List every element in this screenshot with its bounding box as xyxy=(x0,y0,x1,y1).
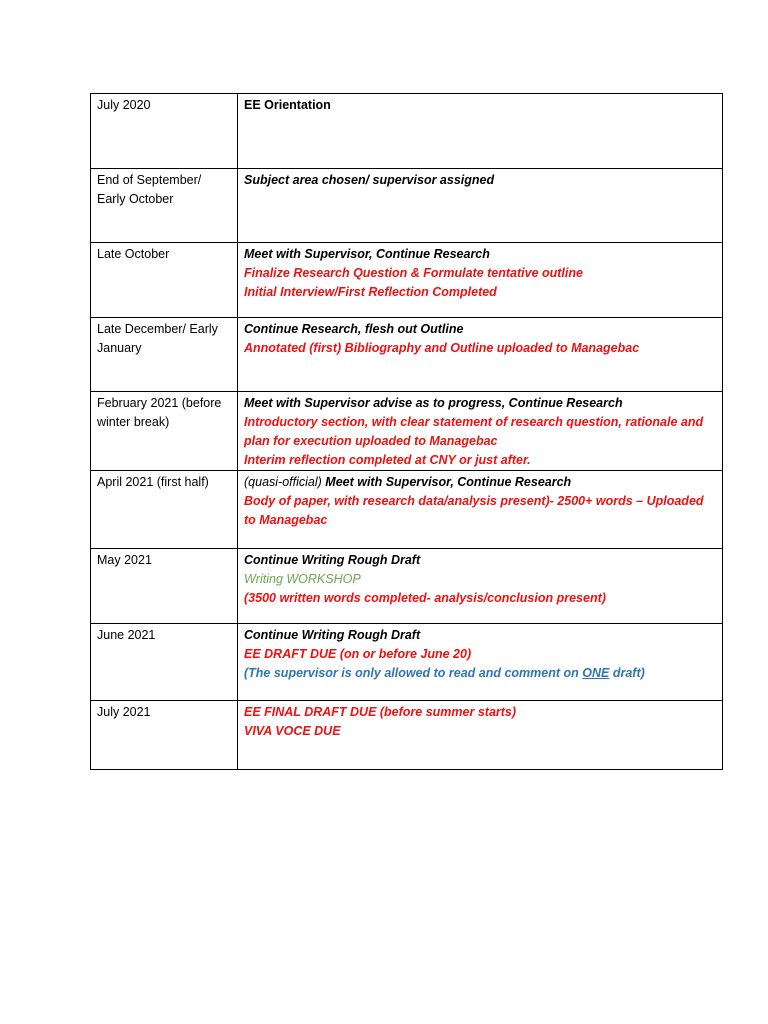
task-line xyxy=(244,96,716,115)
task-text: Interim reflection completed at CNY or just after. xyxy=(244,453,531,467)
task-line xyxy=(244,339,716,358)
task-cell xyxy=(238,94,723,169)
task-line xyxy=(244,722,716,741)
task-cell xyxy=(238,318,723,392)
task-text: Finalize Research Question & Formulate tentative outline xyxy=(244,266,583,280)
timeline-row xyxy=(91,549,723,624)
task-cell xyxy=(238,701,723,770)
task-line xyxy=(244,664,716,683)
task-line xyxy=(244,473,716,492)
date-cell: July 2020 xyxy=(91,94,238,169)
date-cell: February 2021 (before winter break) xyxy=(91,392,238,471)
date-cell: June 2021 xyxy=(91,624,238,701)
task-text: EE FINAL DRAFT DUE (before summer starts) xyxy=(244,705,517,719)
task-text: Introductory section, with clear statement of research question, rationale and plan for execution uploaded to Managebac xyxy=(244,415,704,448)
task-text: Subject area chosen/ supervisor assigned xyxy=(244,173,495,187)
task-text: EE DRAFT DUE (on or before June 20) xyxy=(244,647,472,661)
timeline-row xyxy=(91,392,723,471)
task-line xyxy=(244,283,716,302)
task-text: Continue Writing Rough Draft xyxy=(244,553,421,567)
task-text: Writing WORKSHOP xyxy=(244,572,361,586)
task-line xyxy=(244,703,716,722)
task-line xyxy=(244,626,716,645)
task-text: Annotated (first) Bibliography and Outline uploaded to Managebac xyxy=(244,341,640,355)
task-line xyxy=(244,264,716,283)
task-text: Meet with Supervisor advise as to progress, Continue Research xyxy=(244,396,623,410)
task-line xyxy=(244,394,716,413)
task-cell xyxy=(238,624,723,701)
date-cell: July 2021 xyxy=(91,701,238,770)
task-cell xyxy=(238,549,723,624)
task-cell xyxy=(238,471,723,549)
timeline-row xyxy=(91,94,723,169)
task-text: Initial Interview/First Reflection Completed xyxy=(244,285,497,299)
task-text: Body of paper, with research data/analysis present)- 2500+ words – Uploaded to Managebac xyxy=(244,494,704,527)
task-text: VIVA VOCE DUE xyxy=(244,724,341,738)
task-text: draft) xyxy=(609,666,645,680)
date-cell: Late December/ Early January xyxy=(91,318,238,392)
timeline-row xyxy=(91,169,723,243)
task-text: (quasi-official) xyxy=(244,475,322,489)
task-text: Meet with Supervisor, Continue Research xyxy=(244,247,490,261)
task-text: (3500 written words completed- analysis/conclusion present) xyxy=(244,591,606,605)
task-line xyxy=(244,551,716,570)
task-line xyxy=(244,413,716,451)
extended-essay-timeline-table xyxy=(90,93,723,770)
task-line xyxy=(244,589,716,608)
task-cell xyxy=(238,392,723,471)
date-cell: April 2021 (first half) xyxy=(91,471,238,549)
task-line xyxy=(244,645,716,664)
task-cell xyxy=(238,243,723,318)
task-line xyxy=(244,492,716,530)
task-text: Continue Writing Rough Draft xyxy=(244,628,421,642)
date-cell: May 2021 xyxy=(91,549,238,624)
timeline-row xyxy=(91,624,723,701)
task-text: (The supervisor is only allowed to read and comment on xyxy=(244,666,583,680)
task-line xyxy=(244,451,716,470)
task-text: Meet with Supervisor, Continue Research xyxy=(321,475,572,489)
timeline-row xyxy=(91,318,723,392)
task-line xyxy=(244,245,716,264)
task-cell xyxy=(238,169,723,243)
date-cell: Late October xyxy=(91,243,238,318)
task-line xyxy=(244,171,716,190)
task-text: ONE xyxy=(582,666,610,680)
task-line xyxy=(244,320,716,339)
task-line xyxy=(244,570,716,589)
timeline-row xyxy=(91,471,723,549)
timeline-row xyxy=(91,701,723,770)
task-text: EE Orientation xyxy=(244,98,331,112)
date-cell: End of September/ Early October xyxy=(91,169,238,243)
task-text: Continue Research, flesh out Outline xyxy=(244,322,464,336)
timeline-row xyxy=(91,243,723,318)
timeline-body xyxy=(91,94,723,770)
